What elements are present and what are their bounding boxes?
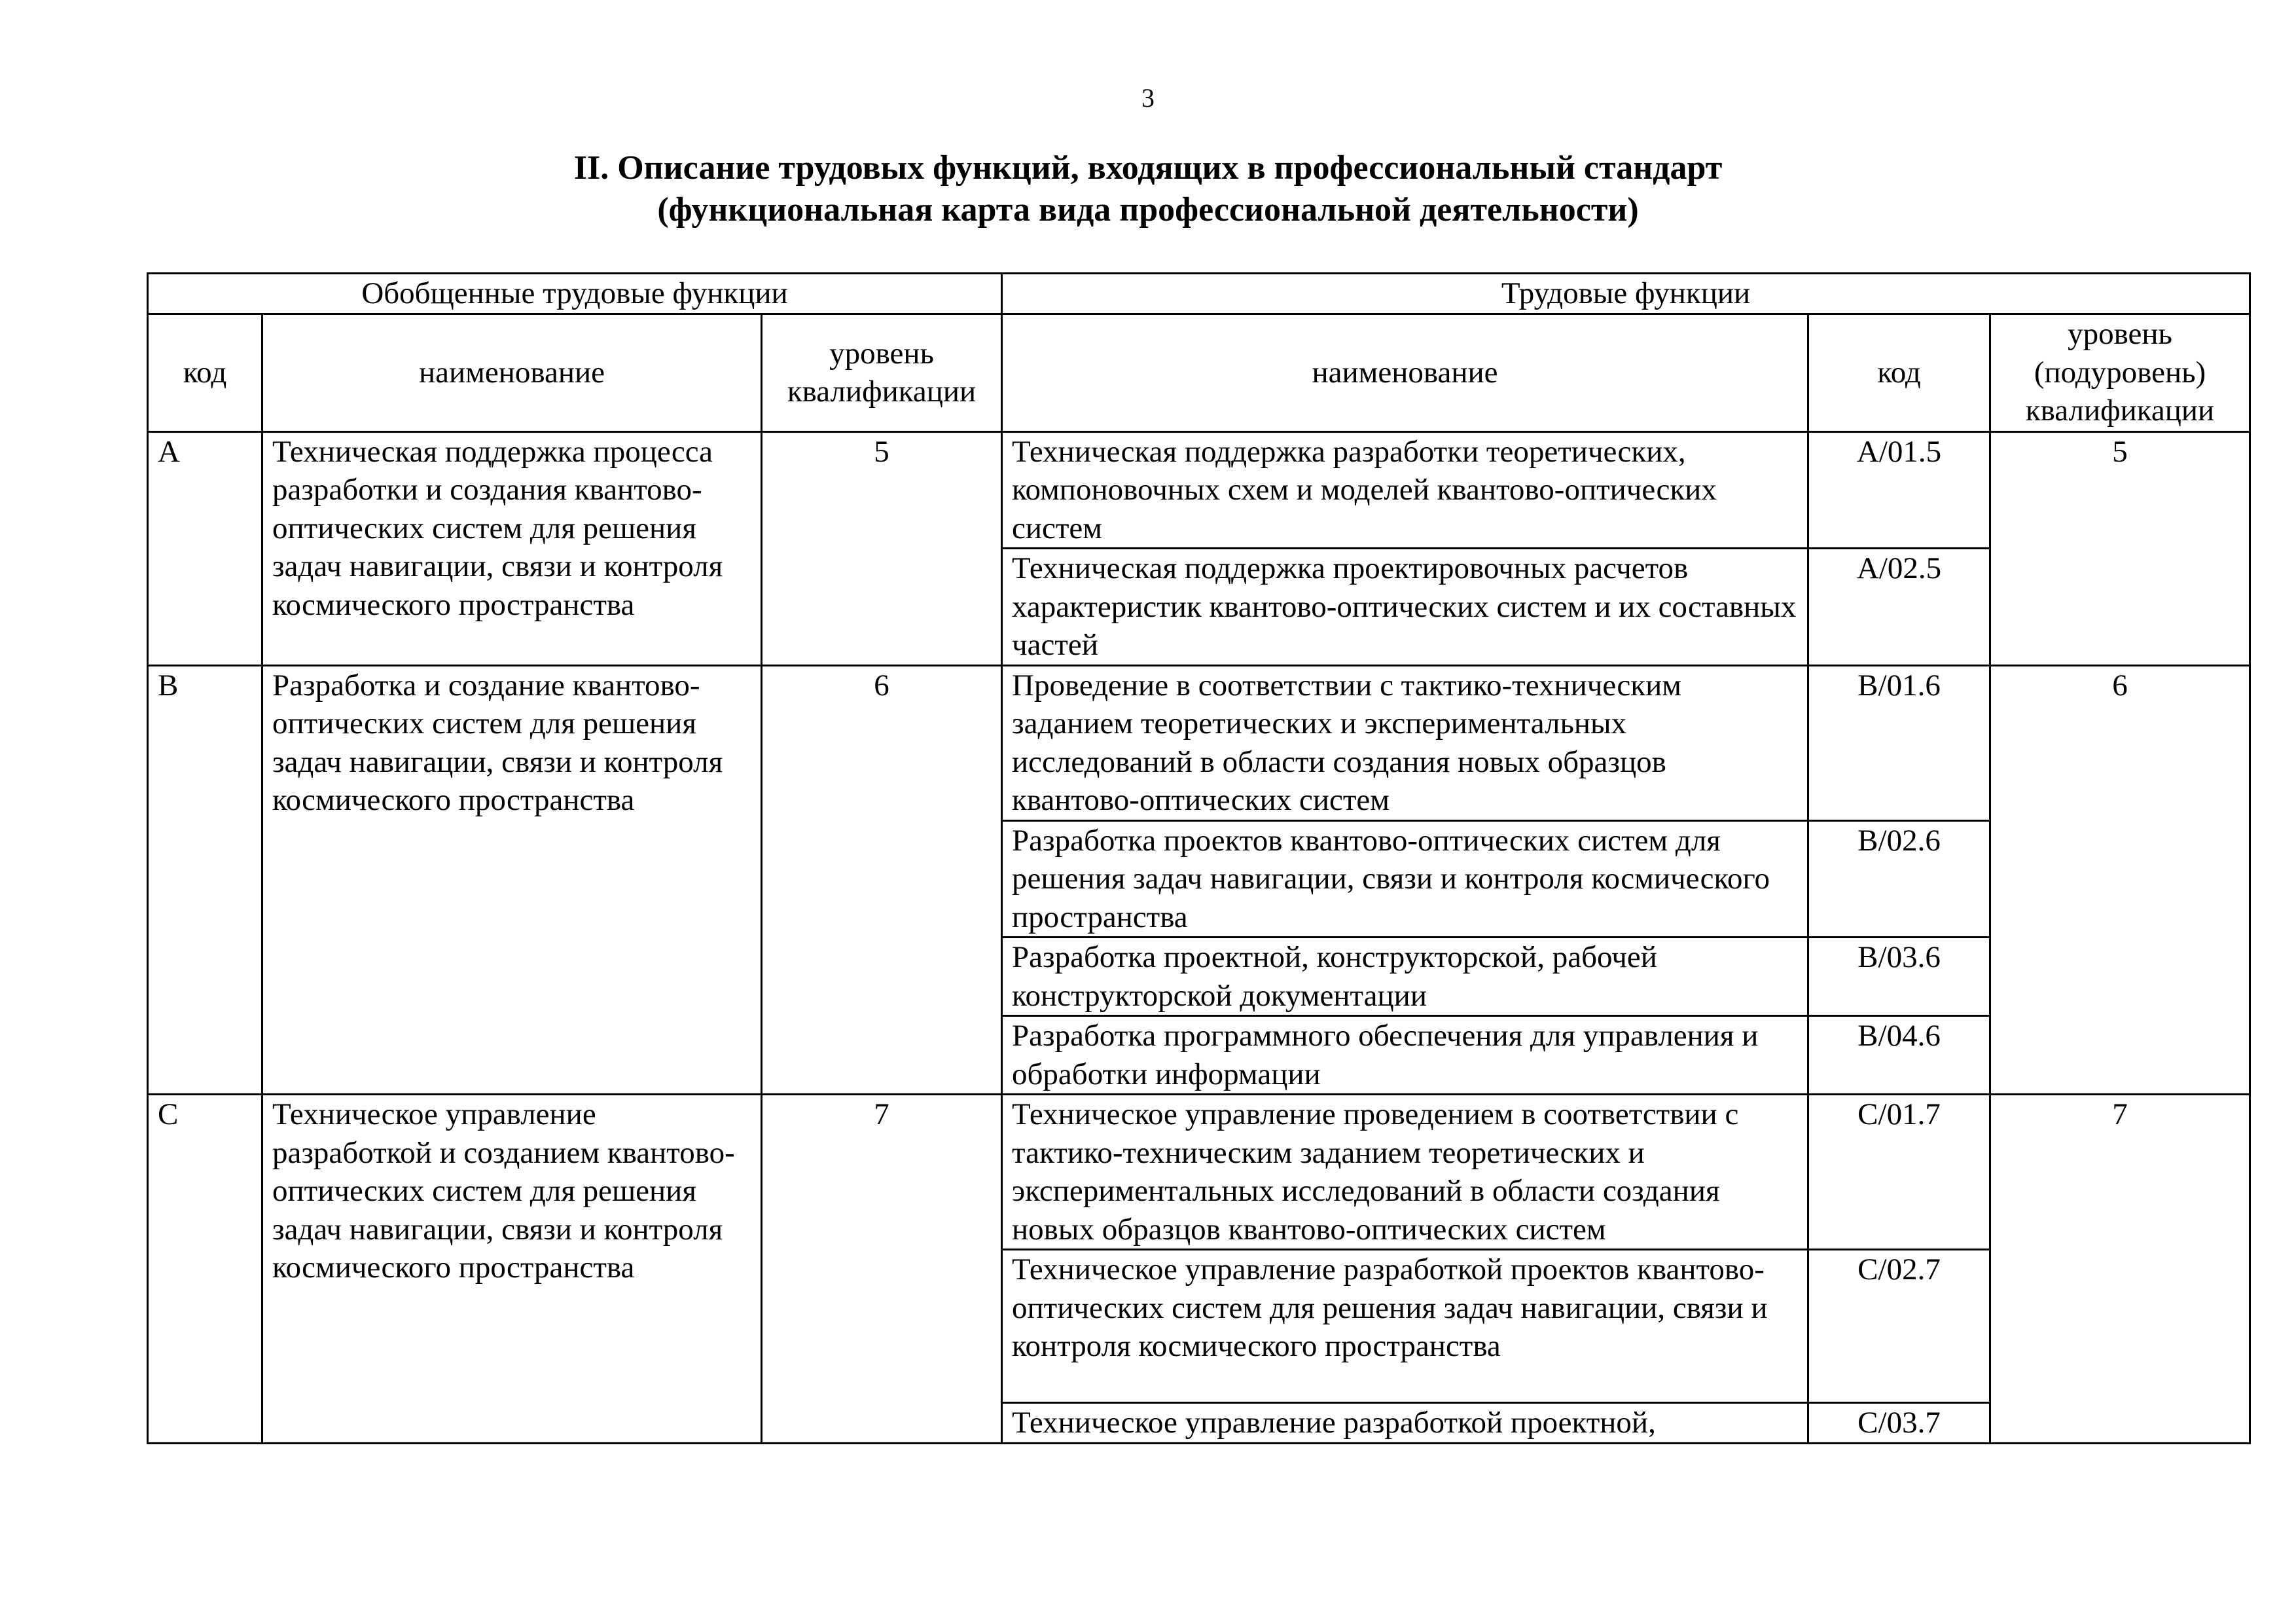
labor-function-code: C/02.7: [1808, 1250, 1990, 1403]
labor-function-name: Техническая поддержка разработки теоретических, компоновочных схем и моделей квантово-оптических систем: [1002, 431, 1808, 549]
col-header-gen-name: наименование: [262, 314, 762, 431]
table-row: [148, 665, 2250, 820]
labor-function-name: Разработка проектов квантово-оптических систем для решения задач навигации, связи и контроля космического пространства: [1002, 820, 1808, 938]
col-header-tf-code: код: [1808, 314, 1990, 431]
labor-function-code: C/03.7: [1808, 1403, 1990, 1444]
labor-function-level: 5: [1990, 431, 2250, 665]
gen-function-name: Техническое управление разработкой и созданием квантово-оптических систем для решения задач навигации, связи и контроля космического пространства: [262, 1095, 762, 1444]
section-title: [0, 147, 2296, 231]
gen-function-level: 6: [762, 665, 1002, 1095]
labor-function-code: B/03.6: [1808, 938, 1990, 1016]
labor-function-code: C/01.7: [1808, 1095, 1990, 1250]
gen-function-level: 5: [762, 431, 1002, 665]
labor-function-name: Техническое управление разработкой проектов квантово-оптических систем для решения задач навигации, связи и контроля космического пространства: [1002, 1250, 1808, 1403]
gen-function-name: Техническая поддержка процесса разработки и создания квантово-оптических систем для решения задач навигации, связи и контроля космического пространства: [262, 431, 762, 665]
page-number: 3: [1141, 83, 1155, 113]
col-header-gen-level: уровень квалификации: [762, 314, 1002, 431]
header-generalized-functions: Обобщенные трудовые функции: [148, 274, 1002, 314]
gen-function-code: A: [148, 431, 262, 665]
gen-function-name: Разработка и создание квантово-оптических систем для решения задач навигации, связи и контроля космического пространства: [262, 665, 762, 1095]
table-row: [148, 431, 2250, 549]
labor-function-name: Разработка проектной, конструкторской, рабочей конструкторской документации: [1002, 938, 1808, 1016]
labor-function-code: A/01.5: [1808, 431, 1990, 549]
group-header-row: [148, 274, 2250, 314]
labor-function-name: Проведение в соответствии с тактико-техническим заданием теоретических и экспериментальных исследований в области создания новых образцов квантово-оптических систем: [1002, 665, 1808, 820]
labor-function-level: 7: [1990, 1095, 2250, 1444]
col-header-gen-code: код: [148, 314, 262, 431]
labor-function-name: Техническое управление проведением в соответствии с тактико-техническим заданием теоретических и экспериментальных исследований в области создания новых образцов квантово-оптических систем: [1002, 1095, 1808, 1250]
column-header-row: [148, 314, 2250, 431]
gen-function-level: 7: [762, 1095, 1002, 1444]
section-title-line-2: (функциональная карта вида профессиональной деятельности): [657, 191, 1639, 228]
col-header-tf-level: уровень (подуровень) квалификации: [1990, 314, 2250, 431]
labor-function-code: A/02.5: [1808, 549, 1990, 666]
header-labor-functions: Трудовые функции: [1002, 274, 2250, 314]
labor-function-code: B/02.6: [1808, 820, 1990, 938]
section-title-line-1: II. Описание трудовых функций, входящих в профессиональный стандарт: [573, 149, 1723, 187]
col-header-tf-name: наименование: [1002, 314, 1808, 431]
labor-function-code: B/04.6: [1808, 1016, 1990, 1095]
gen-function-code: B: [148, 665, 262, 1095]
labor-function-code: B/01.6: [1808, 665, 1990, 820]
labor-function-name: Техническое управление разработкой проектной,: [1002, 1403, 1808, 1444]
functional-map-table: [147, 272, 2251, 1444]
labor-function-name: Разработка программного обеспечения для управления и обработки информации: [1002, 1016, 1808, 1095]
labor-function-level: 6: [1990, 665, 2250, 1095]
gen-function-code: C: [148, 1095, 262, 1444]
labor-function-name: Техническая поддержка проектировочных расчетов характеристик квантово-оптических систем и их составных частей: [1002, 549, 1808, 666]
table-row: [148, 1095, 2250, 1250]
